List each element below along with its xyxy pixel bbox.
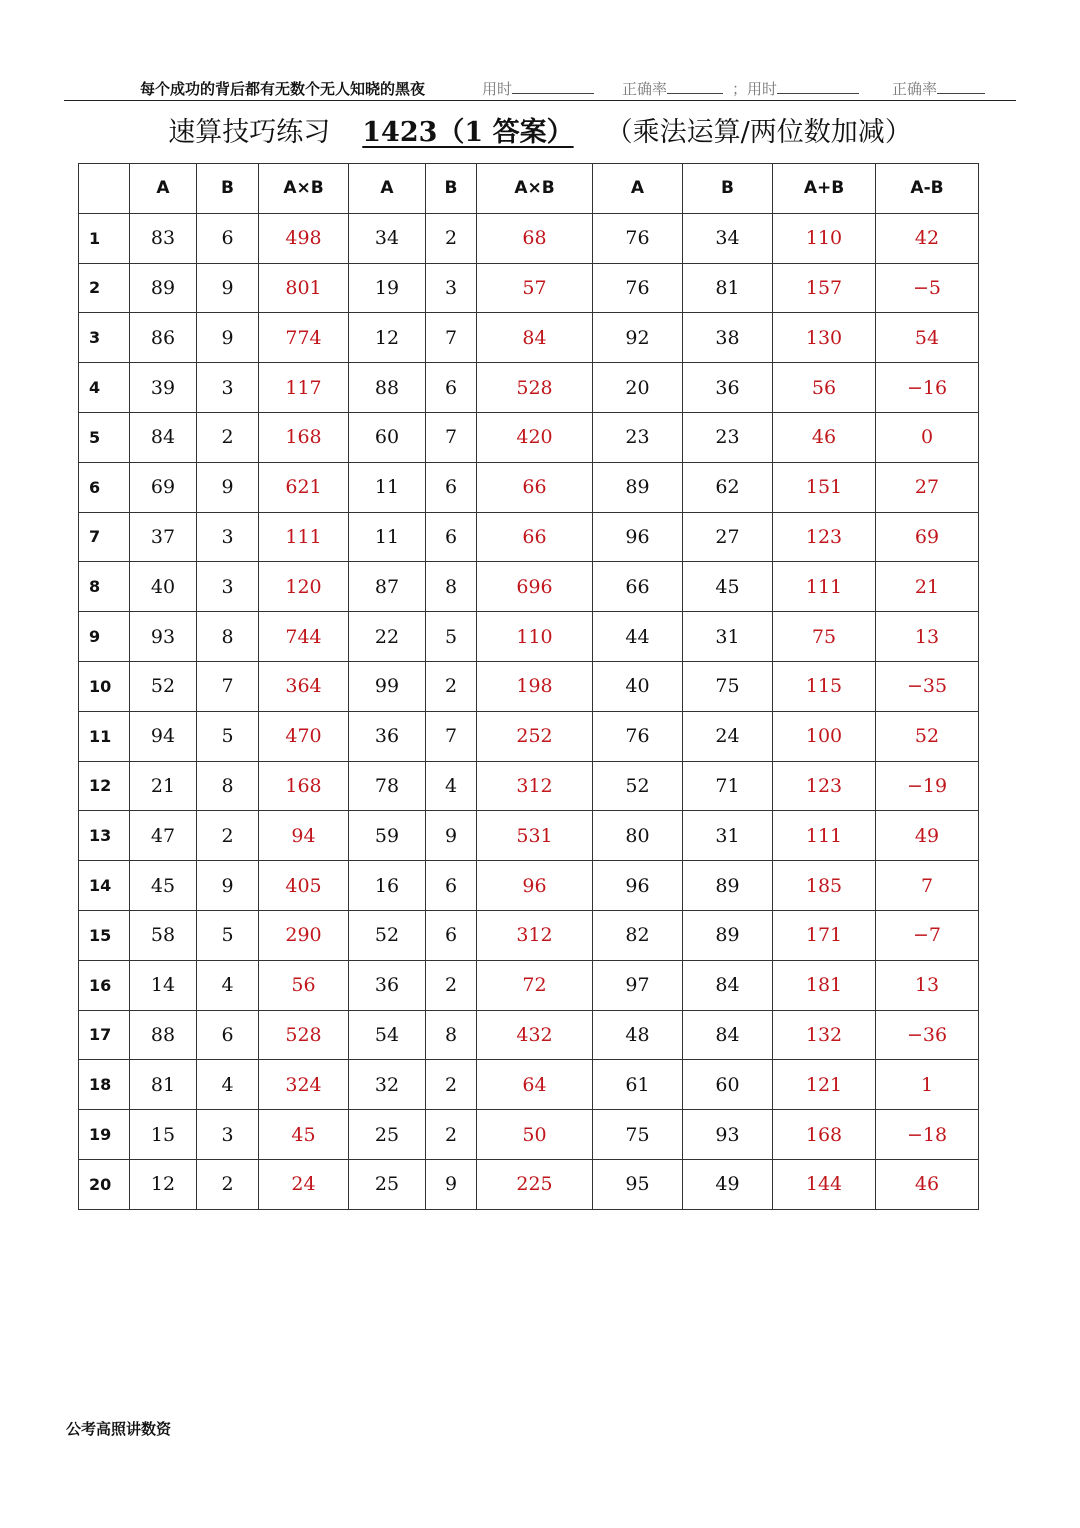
b-value-2: 5 (426, 612, 477, 662)
product-answer-1: 168 (259, 761, 349, 811)
difference-answer: 52 (876, 711, 979, 761)
a-value-1: 40 (130, 562, 197, 612)
a-value-2: 11 (349, 462, 426, 512)
b-value-2: 6 (426, 910, 477, 960)
row-index: 12 (79, 761, 130, 811)
difference-answer: 69 (876, 512, 979, 562)
b-value-2: 6 (426, 512, 477, 562)
product-answer-1: 168 (259, 412, 349, 462)
time-label-2: 用时 (747, 80, 778, 98)
product-answer-1: 405 (259, 861, 349, 911)
b-value-3: 31 (683, 811, 773, 861)
row-index: 8 (79, 562, 130, 612)
sum-answer: 132 (773, 1010, 876, 1060)
b-value-1: 6 (197, 213, 259, 263)
b-value-2: 4 (426, 761, 477, 811)
b-value-3: 36 (683, 363, 773, 413)
sum-answer: 100 (773, 711, 876, 761)
b-value-1: 9 (197, 263, 259, 313)
table-body (79, 213, 979, 1209)
b-value-3: 38 (683, 313, 773, 363)
b-value-3: 84 (683, 960, 773, 1010)
b-value-1: 8 (197, 612, 259, 662)
sum-answer: 144 (773, 1159, 876, 1209)
time-blank-2[interactable] (777, 79, 859, 94)
b-value-1: 3 (197, 512, 259, 562)
table-row (79, 811, 979, 861)
b-value-2: 7 (426, 313, 477, 363)
product-answer-2: 312 (477, 761, 593, 811)
product-answer-2: 528 (477, 363, 593, 413)
table-row (79, 1010, 979, 1060)
product-answer-2: 252 (477, 711, 593, 761)
sum-answer: 110 (773, 213, 876, 263)
a-value-2: 36 (349, 960, 426, 1010)
b-value-1: 6 (197, 1010, 259, 1060)
table-row (79, 213, 979, 263)
table-row (79, 1159, 979, 1209)
b-value-2: 6 (426, 861, 477, 911)
b-value-3: 81 (683, 263, 773, 313)
product-answer-1: 120 (259, 562, 349, 612)
product-answer-2: 110 (477, 612, 593, 662)
difference-answer: −36 (876, 1010, 979, 1060)
a-value-1: 14 (130, 960, 197, 1010)
product-header-1: A×B (259, 164, 349, 214)
a-value-3: 76 (593, 213, 683, 263)
a-value-1: 94 (130, 711, 197, 761)
difference-header: A-B (876, 164, 979, 214)
b-value-1: 7 (197, 661, 259, 711)
sum-answer: 171 (773, 910, 876, 960)
sum-answer: 111 (773, 811, 876, 861)
b-value-3: 75 (683, 661, 773, 711)
product-answer-2: 531 (477, 811, 593, 861)
row-index: 4 (79, 363, 130, 413)
a-value-3: 96 (593, 512, 683, 562)
b-value-2: 2 (426, 213, 477, 263)
a-value-1: 81 (130, 1060, 197, 1110)
a-value-1: 89 (130, 263, 197, 313)
a-value-1: 21 (130, 761, 197, 811)
accuracy-blank-2[interactable] (937, 79, 985, 94)
difference-answer: 27 (876, 462, 979, 512)
a-value-1: 47 (130, 811, 197, 861)
sum-answer: 46 (773, 412, 876, 462)
table-row (79, 263, 979, 313)
b-value-3: 84 (683, 1010, 773, 1060)
table-row (79, 512, 979, 562)
product-answer-2: 420 (477, 412, 593, 462)
accuracy-label-2: 正确率 (892, 80, 938, 98)
a-value-2: 60 (349, 412, 426, 462)
b-header-2: B (426, 164, 477, 214)
product-answer-1: 621 (259, 462, 349, 512)
row-index: 17 (79, 1010, 130, 1060)
difference-answer: 1 (876, 1060, 979, 1110)
a-value-2: 25 (349, 1159, 426, 1209)
sum-answer: 130 (773, 313, 876, 363)
b-value-2: 8 (426, 562, 477, 612)
a-value-2: 52 (349, 910, 426, 960)
b-value-2: 7 (426, 412, 477, 462)
difference-answer: −5 (876, 263, 979, 313)
product-answer-2: 66 (477, 512, 593, 562)
a-value-3: 66 (593, 562, 683, 612)
table-row (79, 861, 979, 911)
a-value-1: 84 (130, 412, 197, 462)
b-value-2: 2 (426, 661, 477, 711)
table-row (79, 313, 979, 363)
a-value-1: 52 (130, 661, 197, 711)
product-answer-1: 498 (259, 213, 349, 263)
b-value-2: 2 (426, 1110, 477, 1160)
row-index: 16 (79, 960, 130, 1010)
a-value-2: 25 (349, 1110, 426, 1160)
b-value-1: 9 (197, 313, 259, 363)
product-answer-2: 66 (477, 462, 593, 512)
product-answer-1: 470 (259, 711, 349, 761)
b-value-2: 6 (426, 363, 477, 413)
b-value-3: 49 (683, 1159, 773, 1209)
sum-answer: 111 (773, 562, 876, 612)
b-value-1: 8 (197, 761, 259, 811)
product-answer-2: 96 (477, 861, 593, 911)
motto: 每个成功的背后都有无数个无人知晓的黑夜 (140, 80, 426, 98)
a-value-1: 15 (130, 1110, 197, 1160)
practice-table (78, 163, 979, 1210)
a-value-3: 40 (593, 661, 683, 711)
a-value-1: 12 (130, 1159, 197, 1209)
b-value-3: 89 (683, 861, 773, 911)
a-value-1: 86 (130, 313, 197, 363)
title-prefix: 速算技巧练习 (168, 117, 331, 148)
product-answer-1: 774 (259, 313, 349, 363)
row-index: 14 (79, 861, 130, 911)
a-value-1: 88 (130, 1010, 197, 1060)
b-value-3: 93 (683, 1110, 773, 1160)
title-code: 1423（1 答案） (362, 117, 574, 148)
a-value-2: 59 (349, 811, 426, 861)
accuracy-blank-1[interactable] (667, 79, 723, 94)
product-answer-1: 364 (259, 661, 349, 711)
product-answer-1: 290 (259, 910, 349, 960)
time-field-1 (482, 78, 594, 99)
product-answer-2: 312 (477, 910, 593, 960)
a-value-2: 54 (349, 1010, 426, 1060)
product-answer-1: 24 (259, 1159, 349, 1209)
a-header-2: A (349, 164, 426, 214)
a-value-3: 20 (593, 363, 683, 413)
b-value-2: 6 (426, 462, 477, 512)
a-value-3: 61 (593, 1060, 683, 1110)
product-answer-2: 432 (477, 1010, 593, 1060)
a-value-1: 58 (130, 910, 197, 960)
b-value-2: 2 (426, 960, 477, 1010)
b-value-3: 31 (683, 612, 773, 662)
difference-answer: 0 (876, 412, 979, 462)
a-value-3: 89 (593, 462, 683, 512)
separator: ； (732, 80, 748, 98)
b-header-1: B (197, 164, 259, 214)
a-value-2: 16 (349, 861, 426, 911)
a-value-2: 32 (349, 1060, 426, 1110)
b-value-1: 3 (197, 363, 259, 413)
b-value-1: 9 (197, 861, 259, 911)
footer-source: 公考高照讲数资 (66, 1420, 172, 1438)
b-value-1: 4 (197, 960, 259, 1010)
a-value-2: 12 (349, 313, 426, 363)
a-value-3: 82 (593, 910, 683, 960)
difference-answer: 46 (876, 1159, 979, 1209)
product-answer-2: 72 (477, 960, 593, 1010)
page-header (64, 74, 1016, 101)
product-answer-1: 801 (259, 263, 349, 313)
difference-answer: 49 (876, 811, 979, 861)
product-answer-2: 225 (477, 1159, 593, 1209)
difference-answer: −16 (876, 363, 979, 413)
difference-answer: 13 (876, 612, 979, 662)
a-value-1: 37 (130, 512, 197, 562)
a-value-2: 78 (349, 761, 426, 811)
page-title (0, 110, 1080, 149)
a-header-1: A (130, 164, 197, 214)
row-index: 9 (79, 612, 130, 662)
row-index: 7 (79, 512, 130, 562)
b-value-1: 5 (197, 711, 259, 761)
b-value-3: 60 (683, 1060, 773, 1110)
accuracy-label-1: 正确率 (622, 80, 668, 98)
row-index: 11 (79, 711, 130, 761)
a-value-3: 76 (593, 711, 683, 761)
product-answer-2: 84 (477, 313, 593, 363)
difference-answer: 13 (876, 960, 979, 1010)
row-index: 3 (79, 313, 130, 363)
table-row (79, 761, 979, 811)
index-header (79, 164, 130, 214)
table-row (79, 412, 979, 462)
b-value-3: 24 (683, 711, 773, 761)
row-index: 20 (79, 1159, 130, 1209)
b-value-1: 5 (197, 910, 259, 960)
a-value-3: 23 (593, 412, 683, 462)
product-answer-1: 744 (259, 612, 349, 662)
sum-answer: 56 (773, 363, 876, 413)
difference-answer: −35 (876, 661, 979, 711)
a-value-3: 44 (593, 612, 683, 662)
row-index: 15 (79, 910, 130, 960)
a-value-3: 48 (593, 1010, 683, 1060)
b-value-1: 3 (197, 562, 259, 612)
difference-answer: 7 (876, 861, 979, 911)
row-index: 6 (79, 462, 130, 512)
sum-answer: 75 (773, 612, 876, 662)
sum-answer: 115 (773, 661, 876, 711)
a-value-2: 88 (349, 363, 426, 413)
row-index: 10 (79, 661, 130, 711)
a-value-1: 39 (130, 363, 197, 413)
time-label-1: 用时 (482, 80, 513, 98)
b-value-3: 34 (683, 213, 773, 263)
a-value-1: 93 (130, 612, 197, 662)
row-index: 1 (79, 213, 130, 263)
product-answer-2: 64 (477, 1060, 593, 1110)
b-value-2: 2 (426, 1060, 477, 1110)
time-field-2 (732, 78, 859, 99)
a-value-2: 19 (349, 263, 426, 313)
a-value-3: 52 (593, 761, 683, 811)
row-index: 13 (79, 811, 130, 861)
a-value-2: 99 (349, 661, 426, 711)
b-value-3: 89 (683, 910, 773, 960)
table-row (79, 462, 979, 512)
product-answer-2: 50 (477, 1110, 593, 1160)
product-answer-2: 696 (477, 562, 593, 612)
row-index: 19 (79, 1110, 130, 1160)
b-value-1: 4 (197, 1060, 259, 1110)
sum-answer: 168 (773, 1110, 876, 1160)
accuracy-field-2 (892, 78, 985, 99)
table-row (79, 562, 979, 612)
product-header-2: A×B (477, 164, 593, 214)
b-value-2: 3 (426, 263, 477, 313)
sum-answer: 157 (773, 263, 876, 313)
product-answer-1: 56 (259, 960, 349, 1010)
table-row (79, 711, 979, 761)
b-value-2: 7 (426, 711, 477, 761)
table-row (79, 661, 979, 711)
a-value-3: 96 (593, 861, 683, 911)
product-answer-1: 94 (259, 811, 349, 861)
b-value-2: 9 (426, 811, 477, 861)
difference-answer: 54 (876, 313, 979, 363)
table-row (79, 910, 979, 960)
b-value-1: 3 (197, 1110, 259, 1160)
difference-answer: −19 (876, 761, 979, 811)
a-value-3: 76 (593, 263, 683, 313)
a-header-3: A (593, 164, 683, 214)
table-row (79, 612, 979, 662)
a-value-3: 75 (593, 1110, 683, 1160)
time-blank-1[interactable] (512, 79, 594, 94)
a-value-3: 80 (593, 811, 683, 861)
b-value-2: 8 (426, 1010, 477, 1060)
table-header-row (79, 164, 979, 214)
a-value-2: 22 (349, 612, 426, 662)
product-answer-1: 324 (259, 1060, 349, 1110)
table-row (79, 1110, 979, 1160)
b-value-1: 2 (197, 811, 259, 861)
sum-answer: 151 (773, 462, 876, 512)
sum-answer: 123 (773, 761, 876, 811)
row-index: 18 (79, 1060, 130, 1110)
table-row (79, 363, 979, 413)
product-answer-1: 45 (259, 1110, 349, 1160)
product-answer-2: 68 (477, 213, 593, 263)
b-value-3: 62 (683, 462, 773, 512)
sum-header: A+B (773, 164, 876, 214)
table-row (79, 1060, 979, 1110)
row-index: 5 (79, 412, 130, 462)
a-value-2: 34 (349, 213, 426, 263)
b-value-2: 9 (426, 1159, 477, 1209)
product-answer-1: 117 (259, 363, 349, 413)
a-value-2: 11 (349, 512, 426, 562)
a-value-1: 83 (130, 213, 197, 263)
difference-answer: 42 (876, 213, 979, 263)
product-answer-1: 528 (259, 1010, 349, 1060)
accuracy-field-1 (622, 78, 723, 99)
sum-answer: 185 (773, 861, 876, 911)
b-header-3: B (683, 164, 773, 214)
b-value-3: 45 (683, 562, 773, 612)
difference-answer: −7 (876, 910, 979, 960)
a-value-3: 95 (593, 1159, 683, 1209)
row-index: 2 (79, 263, 130, 313)
a-value-3: 97 (593, 960, 683, 1010)
sum-answer: 181 (773, 960, 876, 1010)
product-answer-2: 57 (477, 263, 593, 313)
a-value-3: 92 (593, 313, 683, 363)
difference-answer: 21 (876, 562, 979, 612)
title-suffix: （乘法运算/两位数加减） (605, 117, 912, 148)
b-value-1: 2 (197, 1159, 259, 1209)
b-value-3: 71 (683, 761, 773, 811)
b-value-3: 27 (683, 512, 773, 562)
table-row (79, 960, 979, 1010)
a-value-2: 87 (349, 562, 426, 612)
a-value-1: 69 (130, 462, 197, 512)
a-value-2: 36 (349, 711, 426, 761)
product-answer-1: 111 (259, 512, 349, 562)
product-answer-2: 198 (477, 661, 593, 711)
b-value-1: 2 (197, 412, 259, 462)
sum-answer: 121 (773, 1060, 876, 1110)
b-value-1: 9 (197, 462, 259, 512)
sum-answer: 123 (773, 512, 876, 562)
b-value-3: 23 (683, 412, 773, 462)
a-value-1: 45 (130, 861, 197, 911)
difference-answer: −18 (876, 1110, 979, 1160)
